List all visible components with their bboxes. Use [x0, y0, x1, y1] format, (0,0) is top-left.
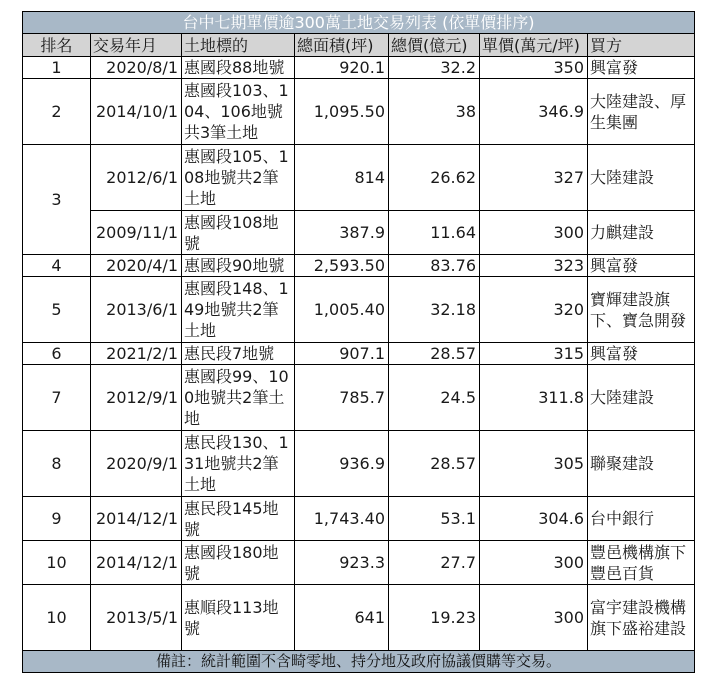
area-cell: 907.1: [295, 343, 389, 365]
land-cell: 惠國段88地號: [182, 57, 295, 79]
land-cell: 惠國段148、149地號共2筆土地: [182, 277, 295, 343]
rank-cell: 10: [23, 585, 91, 651]
footer-row: [23, 651, 695, 673]
header-row: [23, 34, 695, 57]
area-cell: 1,743.40: [295, 497, 389, 541]
rank-cell: 4: [23, 255, 91, 277]
land-cell: 惠國段90地號: [182, 255, 295, 277]
date-cell: 2020/8/1: [91, 57, 182, 79]
total-cell: 83.76: [389, 255, 480, 277]
area-cell: 1,095.50: [295, 79, 389, 145]
unit-cell: 320: [480, 277, 588, 343]
buyer-cell: 力麒建設: [588, 211, 695, 255]
header-rank: 排名: [23, 34, 91, 57]
date-cell: 2012/6/1: [91, 145, 182, 211]
table-title-row: [23, 12, 695, 34]
land-cell: 惠順段113地號: [182, 585, 295, 651]
land-cell: 惠民段130、131地號共2筆土地: [182, 431, 295, 497]
rank-cell: 9: [23, 497, 91, 541]
unit-cell: 350: [480, 57, 588, 79]
buyer-cell: 富宇建設機構旗下盛裕建設: [588, 585, 695, 651]
header-unit: 單價(萬元/坪): [480, 34, 588, 57]
date-cell: 2020/9/1: [91, 431, 182, 497]
date-cell: 2009/11/1: [91, 211, 182, 255]
area-cell: 785.7: [295, 365, 389, 431]
land-cell: 惠國段108地號: [182, 211, 295, 255]
table-row: [23, 541, 695, 585]
total-cell: 27.7: [389, 541, 480, 585]
table-row: [23, 585, 695, 651]
table-row: [23, 431, 695, 497]
total-cell: 53.1: [389, 497, 480, 541]
header-date: 交易年月: [91, 34, 182, 57]
rank-cell: 7: [23, 365, 91, 431]
area-cell: 923.3: [295, 541, 389, 585]
total-cell: 19.23: [389, 585, 480, 651]
date-cell: 2012/9/1: [91, 365, 182, 431]
rank-cell: 8: [23, 431, 91, 497]
unit-cell: 304.6: [480, 497, 588, 541]
table-row: [23, 57, 695, 79]
rank-cell: 3: [23, 145, 91, 255]
land-cell: 惠民段7地號: [182, 343, 295, 365]
area-cell: 936.9: [295, 431, 389, 497]
unit-cell: 327: [480, 145, 588, 211]
rank-cell: 1: [23, 57, 91, 79]
land-transaction-table-container: [22, 11, 694, 673]
buyer-cell: 豐邑機構旗下豐邑百貨: [588, 541, 695, 585]
total-cell: 28.57: [389, 343, 480, 365]
date-cell: 2020/4/1: [91, 255, 182, 277]
land-cell: 惠國段103、104、106地號共3筆土地: [182, 79, 295, 145]
buyer-cell: 聯聚建設: [588, 431, 695, 497]
unit-cell: 300: [480, 541, 588, 585]
total-cell: 32.2: [389, 57, 480, 79]
table-row: [23, 497, 695, 541]
table-row: [23, 145, 695, 211]
date-cell: 2013/5/1: [91, 585, 182, 651]
date-cell: 2014/12/1: [91, 541, 182, 585]
buyer-cell: 大陸建設: [588, 145, 695, 211]
total-cell: 32.18: [389, 277, 480, 343]
buyer-cell: 寶輝建設旗下、寶急開發: [588, 277, 695, 343]
table-row: [23, 255, 695, 277]
area-cell: 920.1: [295, 57, 389, 79]
table-row: [23, 211, 695, 255]
date-cell: 2021/2/1: [91, 343, 182, 365]
buyer-cell: 興富發: [588, 343, 695, 365]
land-transaction-table: [22, 11, 695, 673]
date-cell: 2014/12/1: [91, 497, 182, 541]
table-title: 台中七期單價逾300萬土地交易列表 (依單價排序): [23, 12, 695, 34]
area-cell: 641: [295, 585, 389, 651]
table-row: [23, 79, 695, 145]
area-cell: 1,005.40: [295, 277, 389, 343]
area-cell: 2,593.50: [295, 255, 389, 277]
land-cell: 惠國段180地號: [182, 541, 295, 585]
date-cell: 2014/10/1: [91, 79, 182, 145]
unit-cell: 346.9: [480, 79, 588, 145]
land-cell: 惠國段99、100地號共2筆土地: [182, 365, 295, 431]
unit-cell: 300: [480, 211, 588, 255]
rank-cell: 5: [23, 277, 91, 343]
buyer-cell: 大陸建設、厚生集團: [588, 79, 695, 145]
rank-cell: 6: [23, 343, 91, 365]
area-cell: 387.9: [295, 211, 389, 255]
area-cell: 814: [295, 145, 389, 211]
unit-cell: 323: [480, 255, 588, 277]
total-cell: 11.64: [389, 211, 480, 255]
table-note: 備註：統計範圍不含畸零地、持分地及政府協議價購等交易。: [23, 651, 695, 673]
date-cell: 2013/6/1: [91, 277, 182, 343]
table-row: [23, 365, 695, 431]
header-land: 土地標的: [182, 34, 295, 57]
unit-cell: 300: [480, 585, 588, 651]
header-total: 總價(億元): [389, 34, 480, 57]
unit-cell: 311.8: [480, 365, 588, 431]
table-row: [23, 277, 695, 343]
total-cell: 24.5: [389, 365, 480, 431]
total-cell: 28.57: [389, 431, 480, 497]
rank-cell: 2: [23, 79, 91, 145]
total-cell: 26.62: [389, 145, 480, 211]
land-cell: 惠民段145地號: [182, 497, 295, 541]
buyer-cell: 台中銀行: [588, 497, 695, 541]
rank-cell: 10: [23, 541, 91, 585]
buyer-cell: 大陸建設: [588, 365, 695, 431]
total-cell: 38: [389, 79, 480, 145]
header-area: 總面積(坪): [295, 34, 389, 57]
unit-cell: 305: [480, 431, 588, 497]
buyer-cell: 興富發: [588, 57, 695, 79]
table-row: [23, 343, 695, 365]
unit-cell: 315: [480, 343, 588, 365]
buyer-cell: 興富發: [588, 255, 695, 277]
land-cell: 惠國段105、108地號共2筆土地: [182, 145, 295, 211]
header-buyer: 買方: [588, 34, 695, 57]
